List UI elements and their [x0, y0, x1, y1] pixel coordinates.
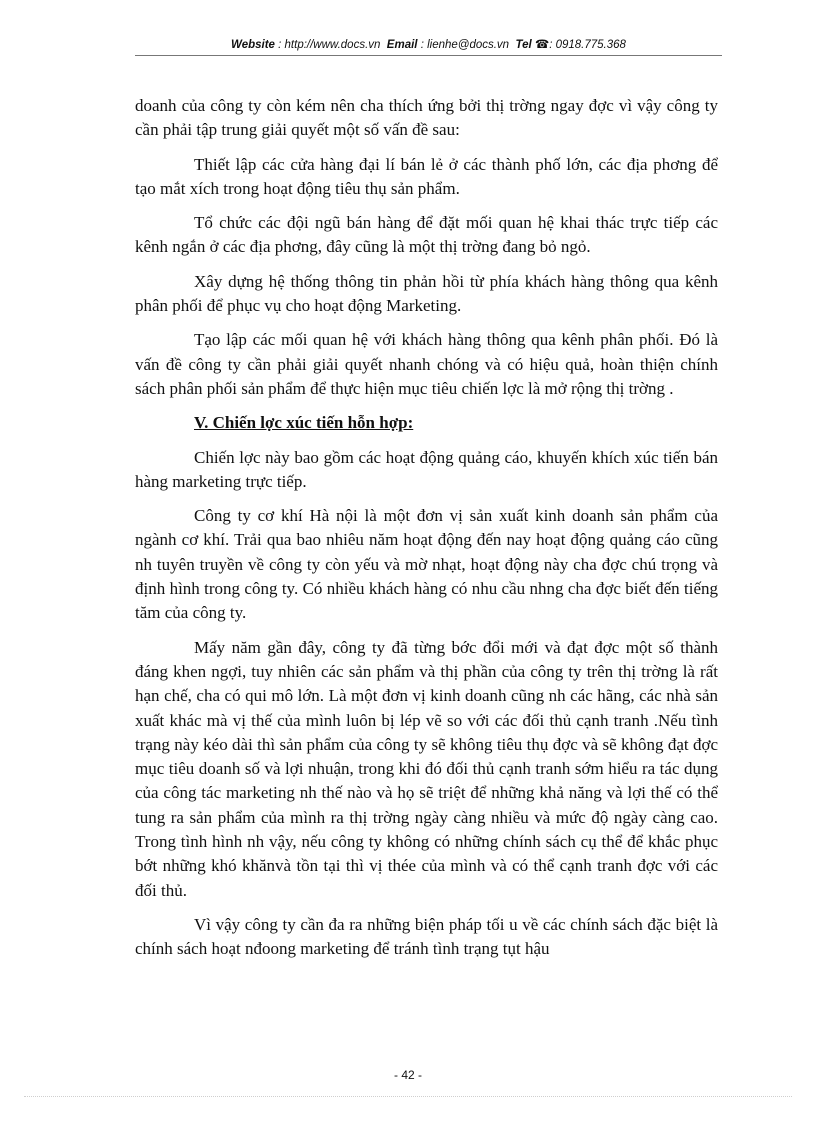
paragraph-6: Chiến lợc này bao gồm các hoạt động quảng cáo, khuyến khích xúc tiến bán hàng marketing trực tiếp. — [135, 447, 718, 491]
paragraph-2: Thiết lập các cửa hàng đại lí bán lẻ ở các thành phố lớn, các địa phơng để tạo mắt xích trong hoạt động tiêu thụ sản phẩm. — [135, 154, 718, 198]
document-body — [135, 94, 718, 972]
paragraph-4: Xây dựng hệ thống thông tin phản hồi từ phía khách hàng thông qua kênh phân phối để phục vụ cho hoạt động Marketing. — [135, 271, 718, 316]
header-divider — [135, 55, 722, 56]
paragraph-5: Tạo lập các mối quan hệ với khách hàng thông qua kênh phân phối. Đó là vấn đề công ty cần phải giải quyết nhanh chóng và có hiệu quả, hoàn thiện chính sách phân phối sản phẩm để thực hiện mục tiêu chiến lợc là mở rộng thị trờng . — [135, 330, 718, 398]
tel-label: Tel — [515, 39, 532, 51]
paragraph-7: Công ty cơ khí Hà nội là một đơn vị sản xuất kinh doanh sản phẩm của ngành cơ khí. Trải qua bao nhiêu năm hoạt động đến nay hoạt động quảng cáo cũng nh tuyên truyền về công ty còn yếu và mờ nhạt, hoạt động này cha đợc chú trọng và định hình trong công ty. Có nhiều khách hàng có nhu cầu nhng cha đợc biết đến tiếng tăm của công ty. — [135, 506, 718, 623]
section-heading: V. Chiến lợc xúc tiến hỗn hợp: — [194, 413, 414, 433]
paragraph-8: Mấy năm gần đây, công ty đã từng bớc đổi mới và đạt đợc một số thành đáng khen ngợi, tuy nhiên các sản phẩm và thị phần của công ty trên thị trờng là rất hạn chế, cha có qui mô lớn. Là một đơn vị kinh doanh cũng nh các hãng, các nhà sản xuất khác mà vị thế của mình luôn bị lép vẽ so với các đối thủ cạnh tranh .Nếu tình trạng này kéo dài thì sản phẩm của công ty sẽ không tiêu thụ đợc và sẽ không đạt đợc mục tiêu doanh số và lợi nhuận, trong khi đó đối thủ cạnh tranh sớm hiểu ra tác dụng của công tác marketing nh thế nào và họ sẽ triệt để những khả năng và lợi thế có thể tung ra sản phẩm của mình ra thị trờng ngày càng nhiều và mức độ ngày càng cao. Trong tình hình nh vậy, nếu công ty không có những chính sách cụ thể để khắc phục bớt những khó khănvà tồn tại thì vị thée của mình và có thể cạnh tranh đợc với các đối thủ. — [135, 637, 718, 900]
website-label: Website — [231, 39, 275, 51]
page-header — [135, 36, 722, 54]
paragraph-1: doanh của công ty còn kém nên cha thích ứng bởi thị trờng ngay đợc vì vậy công ty cần phải tập trung giải quyết một số vấn đề sau: — [135, 96, 718, 140]
paragraph-9: Vì vậy công ty cần đa ra những biện pháp tối u về các chính sách đặc biệt là chính sách hoạt nđoong marketing để tránh tình trạng tụt hậu — [135, 914, 718, 959]
page-number: - 42 - — [393, 1068, 422, 1082]
tel-value: : 0918.775.368 — [549, 39, 626, 51]
email-label: Email — [386, 39, 418, 51]
page-bottom-divider — [24, 1096, 792, 1097]
phone-icon: ☎ — [534, 39, 550, 51]
website-value: : http://www.docs.vn — [278, 39, 381, 51]
paragraph-3: Tổ chức các đội ngũ bán hàng để đặt mối quan hệ khai thác trực tiếp các kênh ngắn ở các địa phơng, đây cũng là một thị trờng đang bỏ ngỏ. — [135, 213, 718, 257]
email-value: : lienhe@docs.vn — [420, 39, 510, 51]
